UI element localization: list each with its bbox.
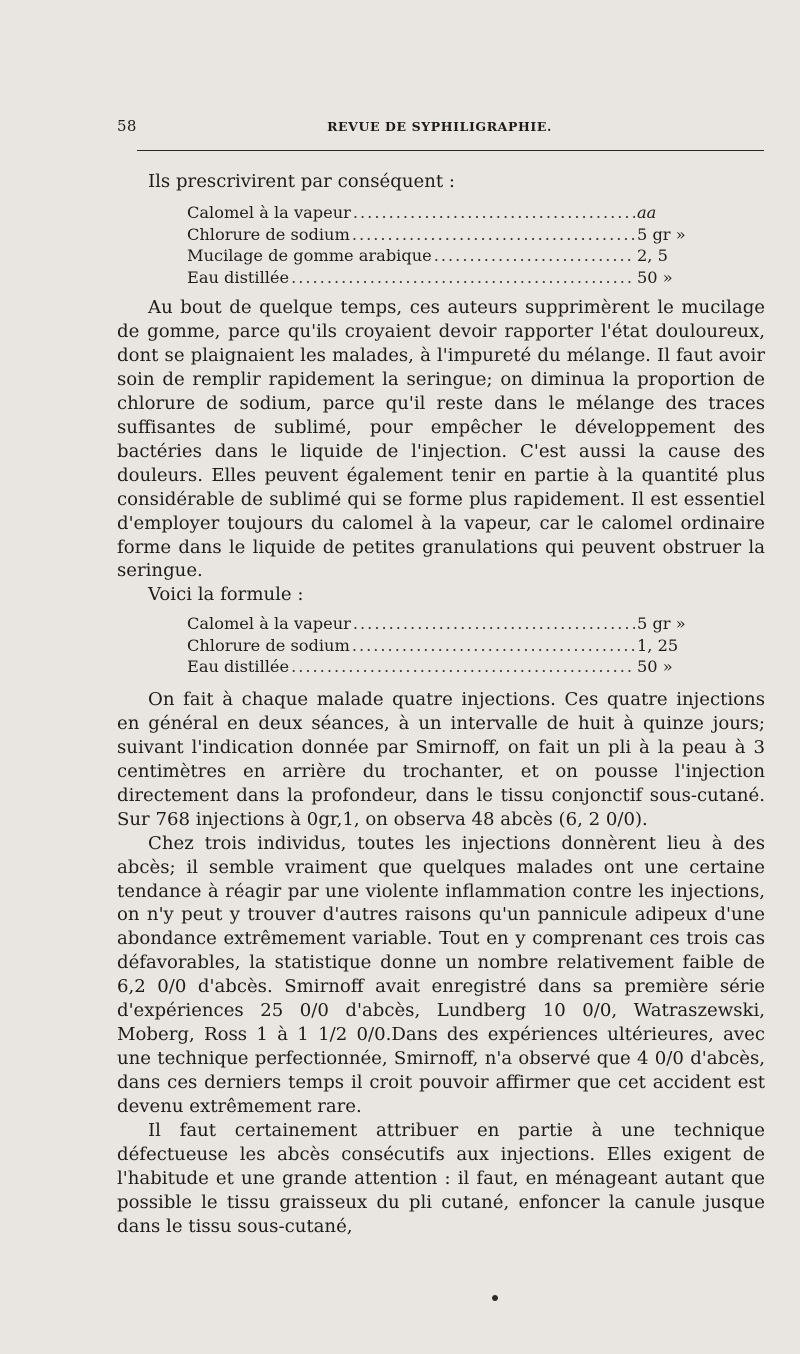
leader-dots — [352, 635, 635, 657]
ingredient-name: Eau distillée — [187, 267, 290, 287]
intro-line: Ils prescrivirent par conséquent : — [148, 171, 455, 192]
ingredient-qty: 2, 5 — [637, 246, 668, 265]
ingredient-qty: 50 » — [637, 657, 673, 677]
ingredient-name: Calomel à la vapeur — [187, 614, 351, 634]
leader-dots — [291, 267, 635, 289]
paragraph: On fait à chaque malade quatre injections. Ces quatre injections en général en deux séances, à un intervalle de huit à quinze jours; suivant l'indication donnée par Smirnoff, on fait un pli à la peau à 3 centimètres en arrière du trochanter, et on pousse l'injection directement dans la profondeur, dans le tissu conjonctif sous-cutané. Sur 768 injections à 0gr,1, on observa 48 abcès (6, 2 0/0). — [117, 688, 765, 830]
leader-dots — [291, 656, 635, 678]
header-rule — [137, 150, 764, 151]
body-text — [117, 170, 765, 1239]
formula-1 — [117, 202, 765, 288]
ingredient-qty: aa — [637, 203, 657, 222]
formula-row — [187, 267, 707, 289]
ingredient-name: Chlorure de sodium — [187, 224, 350, 244]
running-title: REVUE DE SYPHILIGRAPHIE. — [327, 119, 552, 134]
formula-2 — [117, 613, 765, 678]
page-header — [117, 117, 762, 139]
leader-dots — [353, 202, 635, 224]
leader-dots — [434, 245, 635, 267]
ingredient-qty: 5 gr » — [637, 614, 686, 634]
ingredient-qty: 50 » — [637, 267, 673, 287]
formula-row — [187, 245, 707, 267]
formula-row — [187, 635, 707, 657]
ingredient-qty: 1, 25 — [637, 635, 679, 655]
formula-intro: Voici la formule : — [148, 584, 304, 606]
formula-row — [187, 613, 707, 635]
leader-dots — [352, 224, 635, 246]
ingredient-name: Eau distillée — [187, 657, 290, 677]
ink-speck — [492, 1295, 498, 1301]
formula-row — [187, 224, 707, 246]
formula-row — [187, 202, 707, 224]
paragraph: Il faut certainement attribuer en partie à une technique défectueuse les abcès consécutifs aux injections. Elles exigent de l'habitude et une grande attention : il faut, en ménageant autant que possible le tissu graisseux du pli cutané, enfoncer la canule jusque dans le tissu sous-cutané, — [117, 1120, 765, 1237]
formula-row — [187, 656, 707, 678]
paragraph: Au bout de quelque temps, ces auteurs supprimèrent le mucilage de gomme, parce qu'ils croyaient devoir rapporter l'état douloureux, dont se plaignaient les malades, à l'impureté du mélange. Il faut avoir soin de remplir rapidement la seringue; on diminua la proportion de chlorure de sodium, parce qu'il reste dans le mélange des traces suffisantes de sublimé, pour empêcher le développement des bactéries dans le liquide de l'injection. C'est aussi la cause des douleurs. Elles peuvent également tenir en partie à la quantité plus considérable de sublimé qui se forme plus rapidement. Il est essentiel d'employer toujours du calomel à la vapeur, car le calomel ordinaire forme dans le liquide de petites granulations qui peuvent obstruer la seringue. — [117, 297, 765, 582]
ingredient-name: Mucilage de gomme arabique — [187, 246, 432, 265]
ingredient-name: Calomel à la vapeur — [187, 203, 351, 222]
ingredient-qty: 5 gr » — [637, 224, 686, 244]
page-number: 58 — [117, 117, 137, 135]
paragraph: Chez trois individus, toutes les injections donnèrent lieu à des abcès; il semble vraiment que quelques malades ont une certaine tendance à réagir par une violente inflammation contre les injections, on n'y peut y trouver d'autres raisons qu'un pannicule adipeux d'une abondance extrêmement variable. Tout en y comprenant ces trois cas défavorables, la statistique donne un nombre relativement faible de 6,2 0/0 d'abcès. Smirnoff avait enregistré dans sa première série d'expériences 25 0/0 d'abcès, Lundberg 10 0/0, Watraszewski, Moberg, Ross 1 à 1 1/2 0/0.Dans des expériences ultérieures, avec une technique perfectionnée, Smirnoff, n'a observé que 4 0/0 d'abcès, dans ces derniers temps il croit pouvoir affirmer que cet accident est devenu extrêmement rare. — [117, 832, 765, 1118]
ingredient-name: Chlorure de sodium — [187, 635, 350, 655]
leader-dots — [353, 613, 635, 635]
